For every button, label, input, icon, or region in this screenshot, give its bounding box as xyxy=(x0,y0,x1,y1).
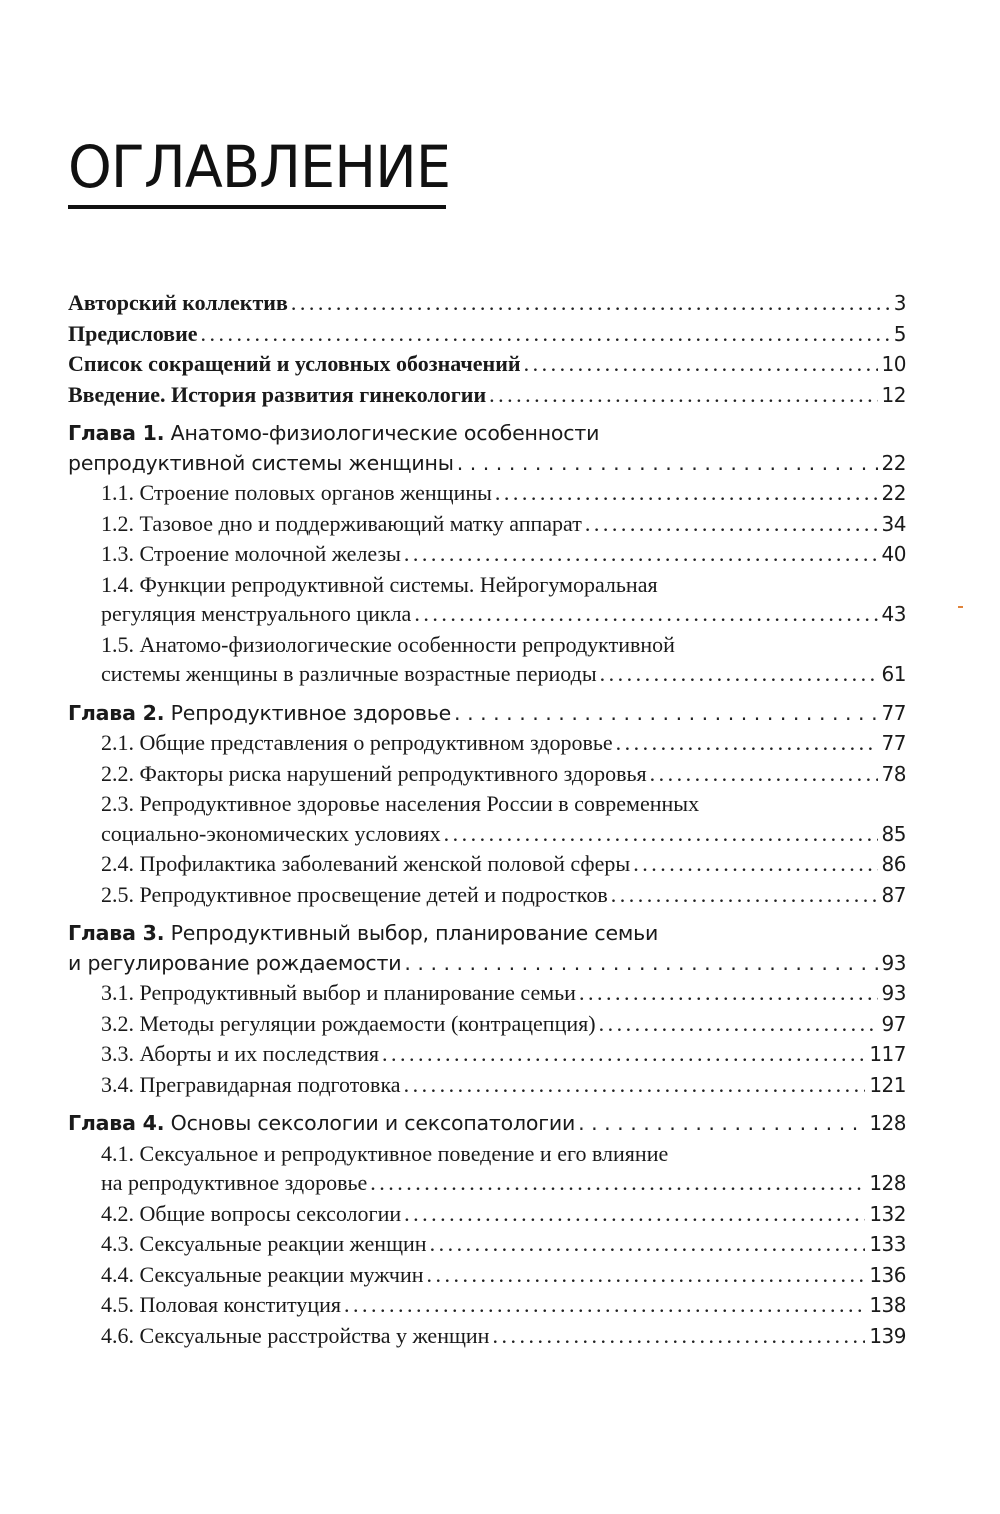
toc-entry-leader-line xyxy=(68,288,906,319)
dot-leader xyxy=(430,1229,866,1259)
toc-entry-title-line1: 2.3. Репродуктивное здоровье населения России в современных xyxy=(101,791,700,816)
toc-chapter-entry[interactable] xyxy=(68,919,906,978)
dot-leader xyxy=(600,659,878,689)
toc-entry-title xyxy=(101,1168,367,1198)
toc-section-entry[interactable] xyxy=(68,1139,906,1199)
chapter-label: Глава 2. xyxy=(68,700,165,725)
toc-entry-title-text: 4.2. Общие вопросы сексологии xyxy=(101,1200,402,1226)
toc-entry-leader-line xyxy=(101,1039,906,1070)
dot-leader xyxy=(578,1109,865,1139)
toc-front-entry[interactable] xyxy=(68,288,906,319)
toc-entry-title-line2: регуляция менструального цикла xyxy=(101,601,412,626)
dot-leader xyxy=(404,949,877,979)
toc-section-entry[interactable] xyxy=(68,1290,906,1321)
toc-entry-title xyxy=(101,1199,401,1229)
toc-section-entry[interactable] xyxy=(68,1039,906,1070)
toc-entry-title-text: 2.5. Репродуктивное просвещение детей и подростков xyxy=(101,881,608,907)
dot-leader xyxy=(404,1199,865,1229)
toc-entry-title xyxy=(68,949,401,979)
toc-entry-title-text: 3.3. Аборты и их последствия xyxy=(101,1041,380,1066)
title-underline xyxy=(68,205,446,209)
page-number: 132 xyxy=(869,1201,906,1226)
toc-entry-title xyxy=(101,880,608,910)
toc-chapter-entry[interactable] xyxy=(68,419,906,478)
toc-entry-leader-line xyxy=(101,1321,906,1352)
toc-section-entry[interactable] xyxy=(68,849,906,880)
toc-front-entry[interactable] xyxy=(68,349,906,380)
page-number: 93 xyxy=(881,981,906,1005)
toc-entry-title xyxy=(101,1260,424,1290)
dot-leader xyxy=(599,1009,878,1039)
page-number: 133 xyxy=(869,1232,906,1256)
page-number: 22 xyxy=(881,481,906,505)
toc-entry-leader-line xyxy=(101,819,906,850)
toc-section-entry[interactable] xyxy=(68,1321,906,1352)
toc-entry-title-text: Предисловие xyxy=(68,320,198,346)
toc-entry-title xyxy=(101,1070,401,1100)
toc-entry-title-text: 2.1. Общие представления о репродуктивном здоровье xyxy=(101,730,613,755)
toc-entry-leader-line xyxy=(68,319,906,350)
toc-entry-first-line xyxy=(68,919,906,949)
toc-chapter-entry[interactable] xyxy=(68,699,906,729)
page-number: 5 xyxy=(893,321,906,346)
toc-entry-title xyxy=(101,539,401,569)
dot-leader xyxy=(370,1168,865,1198)
page-number: 128 xyxy=(869,1111,906,1135)
toc-entry-title-line1: 4.1. Сексуальное и репродуктивное поведение и его влияние xyxy=(101,1140,669,1166)
toc-entry-leader-line xyxy=(101,759,906,790)
toc-entry-leader-line xyxy=(101,1009,906,1040)
toc-entry-leader-line xyxy=(101,849,906,880)
dot-leader xyxy=(344,1290,865,1320)
toc-entry-title-text: Авторский коллектив xyxy=(68,290,288,315)
toc-entry-title xyxy=(101,509,582,539)
dot-leader xyxy=(616,728,878,758)
toc-entry-leader-line xyxy=(101,659,906,690)
toc-entry-leader-line xyxy=(101,1070,906,1101)
toc-chapter-entry[interactable] xyxy=(68,1109,906,1139)
toc-section-entry[interactable] xyxy=(68,478,906,509)
toc-entry-title-text: 4.3. Сексуальные реакции женщин xyxy=(101,1231,427,1256)
toc-entry-leader-line xyxy=(101,1168,906,1199)
toc-entry-title-text: Введение. История развития гинекологии xyxy=(68,381,487,407)
page-number: 3 xyxy=(893,291,906,315)
dot-leader xyxy=(489,380,877,410)
toc-section-entry[interactable] xyxy=(68,789,906,849)
dot-leader xyxy=(404,1070,866,1100)
toc-entry-title xyxy=(101,819,441,849)
dot-leader xyxy=(444,819,878,849)
toc-entry-title xyxy=(68,380,486,410)
toc-front-entry[interactable] xyxy=(68,380,906,411)
toc-entry-title xyxy=(101,659,597,689)
page-number: 138 xyxy=(869,1293,906,1317)
dot-leader xyxy=(579,978,878,1008)
chapter-label: Глава 1. xyxy=(68,421,165,445)
dot-leader xyxy=(495,478,878,508)
toc-entry-first-line xyxy=(101,1139,906,1169)
toc-entry-title-text: 3.1. Репродуктивный выбор и планирование семьи xyxy=(101,980,576,1005)
page-number: 136 xyxy=(869,1262,906,1287)
toc-entry-title xyxy=(101,728,613,758)
toc-entry-title-text: 2.4. Профилактика заболеваний женской половой сферы xyxy=(101,851,631,876)
toc-section-entry[interactable] xyxy=(68,1260,906,1291)
toc-entry-leader-line xyxy=(68,380,906,411)
toc-entry-title xyxy=(68,449,454,479)
toc-section-entry[interactable] xyxy=(68,509,906,540)
toc-section-entry[interactable] xyxy=(68,539,906,570)
page-number: 85 xyxy=(881,821,906,846)
toc-entry-first-line xyxy=(101,570,906,600)
toc-entry-title-text: 3.2. Методы регуляции рождаемости (контрацепция) xyxy=(101,1010,596,1036)
toc-section-entry[interactable] xyxy=(68,1070,906,1101)
dot-leader xyxy=(454,699,878,729)
toc-entry-leader-line xyxy=(68,449,906,479)
toc-entry-leader-line xyxy=(101,978,906,1009)
dot-leader xyxy=(404,539,878,569)
page-number: 61 xyxy=(881,662,906,686)
page-number: 10 xyxy=(881,352,906,376)
page-number: 86 xyxy=(881,852,906,876)
toc-entry-leader-line xyxy=(101,1229,906,1260)
toc-entry-title-line2: социально-экономических условиях xyxy=(101,820,441,846)
page-number: 34 xyxy=(881,511,906,536)
toc-section-entry[interactable] xyxy=(68,1009,906,1040)
page-number: 121 xyxy=(869,1072,906,1097)
toc-entry-leader-line xyxy=(101,1199,906,1230)
toc-section-entry[interactable] xyxy=(68,880,906,911)
page-number: 40 xyxy=(881,542,906,566)
toc-entry-title-line2: системы женщины в различные возрастные периоды xyxy=(101,661,597,686)
toc-entry-title-text: 1.2. Тазовое дно и поддерживающий матку аппарат xyxy=(101,510,582,536)
toc-section-entry[interactable] xyxy=(68,1199,906,1230)
dot-leader xyxy=(633,849,877,879)
toc-entry-leader-line xyxy=(101,728,906,759)
toc-entry-title-line1: 1.5. Анатомо-физиологические особенности репродуктивной xyxy=(101,631,675,657)
toc-entry-leader-line xyxy=(101,539,906,570)
toc-section-entry[interactable] xyxy=(68,630,906,690)
page-number: 77 xyxy=(881,731,906,755)
toc-entry-title-line1: 1.4. Функции репродуктивной системы. Нейрогуморальная xyxy=(101,571,658,597)
toc-entry-leader-line xyxy=(101,599,906,630)
toc-entry-title-line2: и регулирование рождаемости xyxy=(68,950,402,975)
toc-entry-title-line1: Анатомо-физиологические особенности xyxy=(170,421,600,445)
toc-list xyxy=(68,288,906,1351)
toc-entry-leader-line xyxy=(101,1260,906,1291)
toc-entry-leader-line xyxy=(101,509,906,540)
toc-section-entry[interactable] xyxy=(68,728,906,759)
toc-entry-first-line xyxy=(101,630,906,660)
toc-entry-title xyxy=(68,1109,575,1139)
toc-entry-leader-line xyxy=(68,699,906,729)
toc-entry-title-text: 4.4. Сексуальные реакции мужчин xyxy=(101,1261,424,1287)
page-number: 12 xyxy=(881,382,906,407)
toc-entry-title xyxy=(101,599,411,629)
dot-leader xyxy=(382,1039,865,1069)
toc-entry-title-text: 4.5. Половая конституция xyxy=(101,1292,342,1317)
dot-leader xyxy=(585,509,878,539)
toc-entry-leader-line xyxy=(68,349,906,380)
toc-section-entry[interactable] xyxy=(68,978,906,1009)
toc-entry-title xyxy=(101,759,647,789)
toc-entry-first-line xyxy=(101,789,906,819)
dot-leader xyxy=(650,759,878,789)
page-number: 78 xyxy=(881,761,906,786)
toc-entry-leader-line xyxy=(68,949,906,979)
dot-leader xyxy=(201,319,890,349)
toc-section-entry[interactable] xyxy=(68,570,906,630)
dot-leader xyxy=(457,449,878,479)
toc-entry-title-line1: Репродуктивный выбор, планирование семьи xyxy=(170,921,659,945)
toc-entry-leader-line xyxy=(68,1109,906,1139)
page-title: ОГЛАВЛЕНИЕ xyxy=(68,133,451,201)
toc-entry-title xyxy=(101,1290,341,1320)
page-number: 128 xyxy=(869,1171,906,1195)
toc-entry-title xyxy=(68,349,521,379)
chapter-label: Глава 3. xyxy=(68,921,165,945)
toc-entry-title xyxy=(101,1039,379,1069)
toc-entry-title xyxy=(101,849,630,879)
page-number: 22 xyxy=(881,450,906,475)
toc-entry-title xyxy=(68,319,198,349)
toc-entry-leader-line xyxy=(101,478,906,509)
toc-entry-title-text: 3.4. Прегравидарная подготовка xyxy=(101,1071,401,1097)
toc-entry-title-line2: на репродуктивное здоровье xyxy=(101,1170,368,1195)
dot-leader xyxy=(492,1321,865,1351)
page-number: 77 xyxy=(881,700,906,725)
chapter-label: Глава 4. xyxy=(68,1111,165,1135)
toc-front-entry[interactable] xyxy=(68,319,906,350)
dot-leader xyxy=(427,1260,866,1290)
toc-entry-title-text: 1.1. Строение половых органов женщины xyxy=(101,480,492,505)
dot-leader xyxy=(291,288,890,318)
toc-page xyxy=(68,0,908,1514)
page-number: 93 xyxy=(881,950,906,975)
toc-entry-title-text: Репродуктивное здоровье xyxy=(170,700,452,725)
page-number: 97 xyxy=(881,1011,906,1036)
toc-entry-leader-line xyxy=(101,1290,906,1321)
toc-entry-title xyxy=(68,288,288,318)
toc-entry-title-text: 2.2. Факторы риска нарушений репродуктивного здоровья xyxy=(101,760,647,786)
toc-entry-title-text: 4.6. Сексуальные расстройства у женщин xyxy=(101,1322,490,1348)
page-number: 139 xyxy=(869,1323,906,1348)
toc-entry-title xyxy=(101,978,576,1008)
dot-leader xyxy=(414,599,877,629)
page-number: 87 xyxy=(881,882,906,907)
page-number: 43 xyxy=(881,602,906,626)
page-number: 117 xyxy=(869,1042,906,1066)
toc-entry-title-line2: репродуктивной системы женщины xyxy=(68,450,454,475)
toc-entry-title xyxy=(101,478,492,508)
toc-entry-title xyxy=(101,1321,489,1351)
toc-entry-title-text: 1.3. Строение молочной железы xyxy=(101,541,401,566)
toc-section-entry[interactable] xyxy=(68,759,906,790)
toc-entry-title xyxy=(101,1009,596,1039)
toc-entry-title xyxy=(68,699,451,729)
scan-speck xyxy=(958,606,963,608)
toc-entry-title xyxy=(101,1229,427,1259)
dot-leader xyxy=(524,349,878,379)
toc-entry-leader-line xyxy=(101,880,906,911)
toc-entry-first-line xyxy=(68,419,906,449)
toc-entry-title-text: Основы сексологии и сексопатологии xyxy=(170,1111,576,1135)
toc-entry-title-text: Список сокращений и условных обозначений xyxy=(68,351,521,376)
toc-section-entry[interactable] xyxy=(68,1229,906,1260)
dot-leader xyxy=(611,880,878,910)
